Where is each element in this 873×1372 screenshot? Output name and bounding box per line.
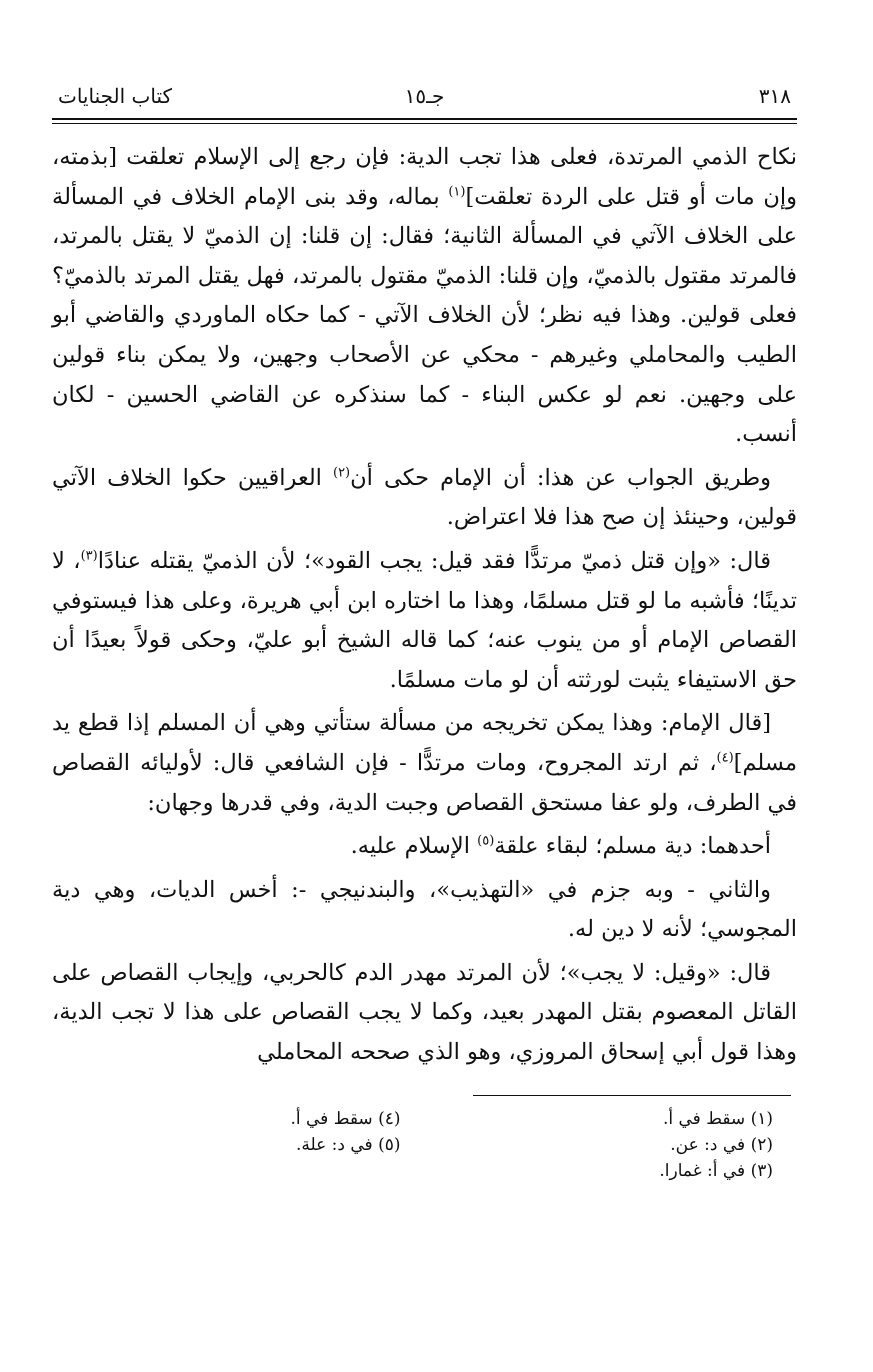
header-rule-thin [52,123,797,124]
text-run: الإسلام عليه. [350,833,478,860]
footnotes-left-column [52,1106,425,1184]
footnote: (٢) في د: عن. [670,1134,773,1155]
page-number: ٣١٨ [758,84,791,108]
text-run: بماله، وقد بنى الإمام الخلاف في المسألة على الخلاف الآتي في المسألة الثانية؛ فقال: إن قلنا: إن الذميّ لا يقتل بالمرتد، فالمرتد مقتول بالذميّ، وإن قلنا: الذميّ مقتول بالمرتد، فهل يقتل المرتد بالذميّ؟ فعلى قولين. وهذا فيه نظر؛ لأن الخلاف الآتي - كما حكاه الماوردي والقاضي أبو الطيب والمحاملي وغيرهم - محكي عن الأصحاب وجهين، ولا يمكن بناء قولين على وجهين. نعم لو عكس البناء - كما سنذكره عن القاضي الحسين - لكان أنسب. [52,183,797,448]
text-run: [قال الإمام: وهذا يمكن تخريجه من مسألة ستأتي وهي أن المسلم إذا قطع يد مسلم] [52,710,797,776]
book-title: كتاب الجنايات [58,84,173,108]
paragraph [52,542,797,700]
footnote-marker: (٤) [716,750,734,766]
text-run: العراقيين حكوا الخلاف الآتي قولين، وحينئذ إن صح هذا فلا اعتراض. [52,464,797,531]
footnote-marker: (٢) [332,465,351,481]
paragraph [52,459,797,538]
footnotes [52,1106,797,1184]
footnote-marker: (٥) [477,833,495,849]
main-text [52,138,797,1073]
footnote-separator [473,1095,791,1096]
footnote-marker: (١) [448,184,466,200]
text-run: والثاني - وبه جزم في «التهذيب»، والبندنيجي -: أخس الديات، وهي دية المجوسي؛ لأنه لا دين له. [52,876,797,943]
text-run: ، ثم ارتد المجروح، ومات مرتدًّا - فإن الشافعي قال: لأوليائه القصاص في الطرف، ولو عفا مستحق القصاص وجبت الدية، وفي قدرها وجهان: [52,749,797,816]
volume-label: جـ١٥ [404,84,445,108]
paragraph [52,138,797,455]
text-run: نكاح الذمي المرتدة، فعلى هذا تجب الدية: فإن رجع إلى الإسلام تعلقت [بذمته، وإن مات أو قتل على الردة تعلقت] [52,144,797,210]
paragraph [52,871,797,950]
paragraph [52,704,797,823]
paragraph [52,954,797,1073]
running-header [52,78,797,116]
footnote: (٤) سقط في أ. [290,1108,401,1129]
text-run: وطريق الجواب عن هذا: أن الإمام حكى أن [350,464,771,491]
paragraph [52,827,797,867]
footnote: (٥) في د: علة. [295,1134,401,1155]
text-run: ، لا تدينًا؛ فأشبه ما لو قتل مسلمًا، وهذا ما اختاره ابن أبي هريرة، وعلى هذا فيستوفي القصاص الإمام أو من ينوب عنه؛ كما قاله الشيخ أبو عليّ، وحكى قولاً بعيدًا أن حق الاستيفاء يثبت لورثته أن لو مات مسلمًا. [52,547,797,693]
footnotes-right-column [425,1106,798,1184]
text-run: أحدهما: دية مسلم؛ لبقاء علقة [494,833,771,860]
book-page [52,78,797,1184]
footnote-marker: (٣) [80,548,98,564]
footnote: (٣) في أ: غمارا. [659,1160,773,1181]
text-run: قال: «وإن قتل ذميّ مرتدًّا فقد قيل: يجب القود»؛ لأن الذميّ يقتله عنادًا [97,547,771,574]
footnote: (١) سقط في أ. [662,1108,773,1129]
text-run: قال: «وقيل: لا يجب»؛ لأن المرتد مهدر الدم كالحربي، وإيجاب القصاص على القاتل المعصوم بقتل المهدر بعيد، وكما لا يجب القصاص على هذا لا تجب الدية، وهذا قول أبي إسحاق المروزي، وهو الذي صححه المحاملي [52,959,797,1066]
header-rule-thick [52,118,797,120]
